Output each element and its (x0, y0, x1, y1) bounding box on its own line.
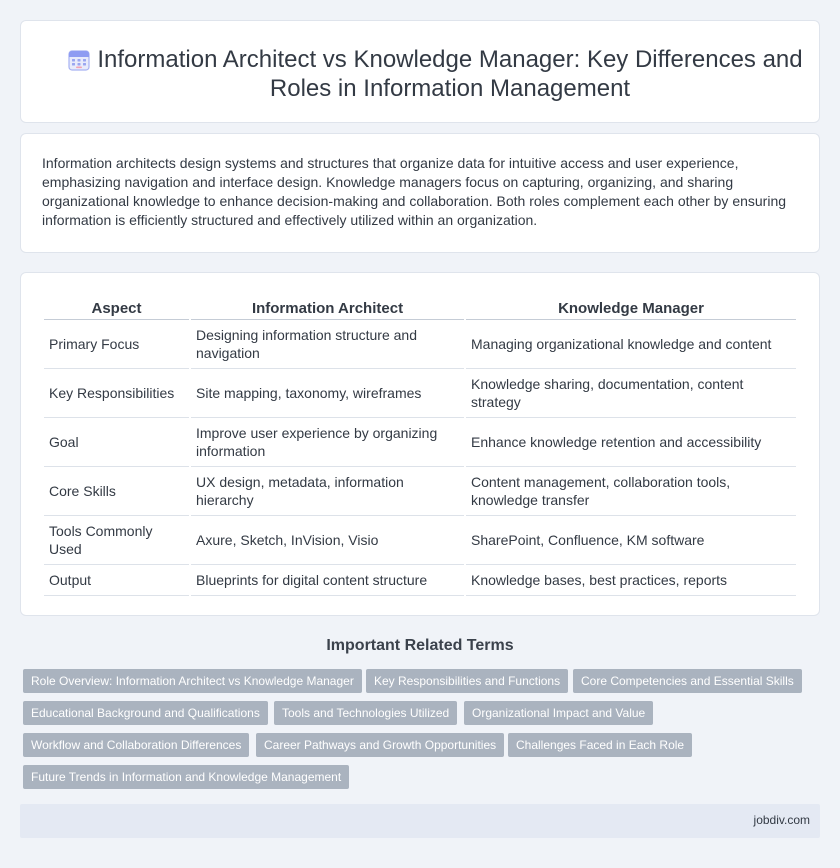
intro-card (20, 133, 820, 253)
related-term-tag[interactable]: Core Competencies and Essential Skills (573, 669, 802, 693)
header-card (20, 20, 820, 123)
table-cell: Axure, Sketch, InVision, Visio (191, 516, 464, 565)
table-cell: Core Skills (44, 467, 189, 516)
table-cell: Tools Commonly Used (44, 516, 189, 565)
table-cell: Knowledge bases, best practices, reports (466, 565, 796, 596)
table-cell: Output (44, 565, 189, 596)
table-row (44, 369, 796, 418)
table-cell: Primary Focus (44, 320, 189, 369)
table-cell: Managing organizational knowledge and content (466, 320, 796, 369)
related-term-tag[interactable]: Career Pathways and Growth Opportunities (256, 733, 504, 757)
comparison-table (42, 295, 798, 596)
table-header-row (44, 295, 796, 320)
column-header-aspect: Aspect (44, 295, 189, 320)
related-term-tag[interactable]: Challenges Faced in Each Role (508, 733, 692, 757)
table-row (44, 467, 796, 516)
table-row (44, 320, 796, 369)
table-cell: Improve user experience by organizing information (191, 418, 464, 467)
calendar-icon (67, 48, 91, 72)
table-cell: Key Responsibilities (44, 369, 189, 418)
table-cell: Goal (44, 418, 189, 467)
footer-site-link[interactable]: jobdiv.com (753, 813, 810, 827)
table-cell: Knowledge sharing, documentation, content strategy (466, 369, 796, 418)
table-row (44, 516, 796, 565)
table-row (44, 565, 796, 596)
related-term-tag[interactable]: Tools and Technologies Utilized (274, 701, 457, 725)
related-term-tag[interactable]: Future Trends in Information and Knowledge Management (23, 765, 349, 789)
table-cell: Content management, collaboration tools, knowledge transfer (466, 467, 796, 516)
related-term-tag[interactable]: Workflow and Collaboration Differences (23, 733, 249, 757)
related-terms-title: Important Related Terms (326, 637, 514, 654)
column-header-information-architect: Information Architect (191, 295, 464, 320)
table-cell: Enhance knowledge retention and accessibility (466, 418, 796, 467)
related-term-tag[interactable]: Educational Background and Qualifications (23, 701, 268, 725)
footer (20, 804, 820, 838)
table-cell: UX design, metadata, information hierarchy (191, 467, 464, 516)
related-term-tag[interactable]: Role Overview: Information Architect vs Knowledge Manager (23, 669, 362, 693)
table-row (44, 418, 796, 467)
column-header-knowledge-manager: Knowledge Manager (466, 295, 796, 320)
related-term-tag[interactable]: Key Responsibilities and Functions (366, 669, 568, 693)
page-title: Information Architect vs Knowledge Manager: Key Differences and Roles in Information Management (97, 46, 803, 102)
comparison-card (20, 272, 820, 616)
related-term-tag[interactable]: Organizational Impact and Value (464, 701, 653, 725)
table-cell: SharePoint, Confluence, KM software (466, 516, 796, 565)
table-cell: Blueprints for digital content structure (191, 565, 464, 596)
table-cell: Site mapping, taxonomy, wireframes (191, 369, 464, 418)
table-cell: Designing information structure and navigation (191, 320, 464, 369)
intro-text: Information architects design systems and structures that organize data for intuitive access and user experience, emphasizing navigation and interface design. Knowledge managers focus on capturing, organizing, and sharing organizational knowledge to enhance decision-making and collaboration. Both roles complement each other by ensuring information is efficiently structured and effectively utilized within an organization. (42, 155, 787, 228)
